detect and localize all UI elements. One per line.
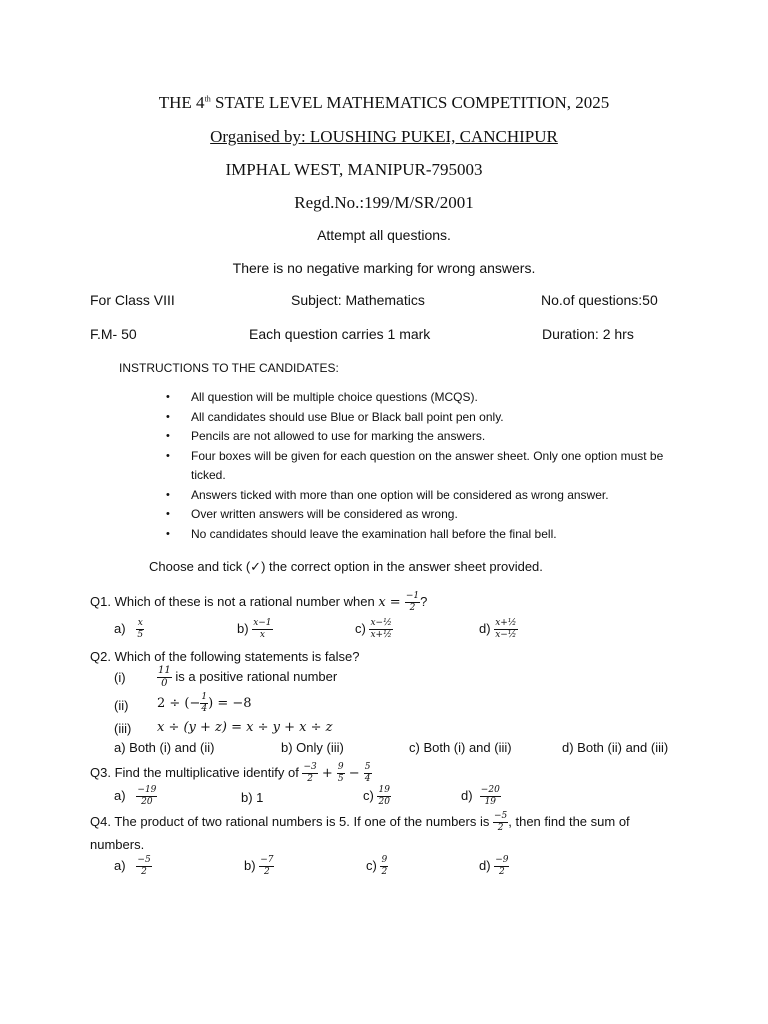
q1-question-mark: ? — [420, 593, 428, 609]
question-1 — [90, 592, 427, 613]
instruction-item: • No candidates should leave the examination hall before the final bell. — [166, 525, 686, 545]
title-suffix: STATE LEVEL MATHEMATICS COMPETITION, 2025 — [210, 93, 610, 112]
question-2: Q2. Which of the following statements is false? — [90, 649, 360, 664]
question-count: No.of questions:50 — [541, 292, 658, 308]
tick-mark-icon: ✓ — [250, 560, 262, 575]
q4-option-c: c) $\frac{9}{2}$ — [366, 855, 388, 877]
q2-option-b: b) Only (iii) — [281, 740, 344, 755]
q3-option-b: b) 1 — [241, 790, 264, 805]
q1-text: Q1. Which of these is not a rational number when — [90, 593, 379, 609]
subject-label: Subject: Mathematics — [291, 292, 425, 308]
instructions-heading: INSTRUCTIONS TO THE CANDIDATES: — [119, 361, 339, 375]
instruction-item: • All candidates should use Blue or Black ball point pen only. — [166, 408, 686, 428]
q2-option-a: a) Both (i) and (ii) — [114, 740, 215, 755]
q2-statement-ii: 2 ÷ (− $\frac{1}{4}$ ) = −8 — [157, 692, 252, 714]
q1-option-c: c) $\frac{\text{x−½}}{\text{x+½}}$ — [355, 618, 392, 640]
choose-text-end: ) the correct option in the answer sheet provided. — [261, 559, 543, 574]
duration: Duration: 2 hrs — [542, 326, 634, 342]
q4-option-a: a) $\frac{-5}{2}$ — [114, 855, 151, 877]
q2-statement-i: $\frac{11}{0}$ is a positive rational number — [158, 665, 338, 689]
q4-option-d: d) $\frac{-9}{2}$ — [479, 855, 509, 877]
q4-option-b: b) $\frac{-7}{2}$ — [244, 855, 274, 877]
title-prefix: THE 4 — [158, 93, 205, 112]
q2-option-d: d) Both (ii) and (iii) — [562, 740, 669, 755]
q2-statement-ii-label: (ii) — [114, 698, 129, 713]
q1-fraction: $\frac{-1}{2}$ — [405, 591, 420, 613]
organiser: Organised by: LOUSHING PUKEI, CANCHIPUR — [210, 127, 558, 146]
question-3: Q3. Find the multiplicative identify of $\frac{-3}{2}$ + $\frac{9}{5}$ − $\frac{5}{4}$ — [90, 762, 371, 784]
q1-option-a: a) $\frac{x}{5}$ — [114, 618, 144, 640]
negative-marking-note: There is no negative marking for wrong answers. — [232, 260, 536, 276]
question-4-continued: numbers. — [90, 837, 145, 852]
address: IMPHAL WEST, MANIPUR-795003 — [225, 160, 483, 179]
registration-number: Regd.No.:199/M/SR/2001 — [294, 193, 474, 212]
instruction-item: • Four boxes will be given for each question on the answer sheet. Only one option must be ticked. — [166, 447, 686, 486]
full-marks: F.M- 50 — [90, 326, 137, 342]
q1-equals: = — [385, 594, 405, 610]
q3-option-d: d) $\frac{-20}{19}$ — [461, 785, 500, 807]
instructions-list — [166, 388, 686, 544]
instruction-item: • Pencils are not allowed to use for marking the answers. — [166, 427, 686, 447]
q2-option-c: c) Both (i) and (iii) — [409, 740, 512, 755]
marks-per-question: Each question carries 1 mark — [249, 326, 431, 342]
title-superscript: th — [204, 94, 211, 104]
q2-statement-iii: x ÷ (y + z) = x ÷ y + x ÷ z — [157, 720, 333, 735]
q1-option-d: d) $\frac{\text{x+½}}{\text{x−½}}$ — [479, 618, 517, 640]
choose-text-start: Choose and tick ( — [149, 559, 251, 574]
choose-instruction — [149, 559, 543, 575]
page-title — [0, 93, 768, 113]
instruction-item: • Over written answers will be considered as wrong. — [166, 505, 686, 525]
instruction-item: • All question will be multiple choice questions (MCQS). — [166, 388, 686, 408]
q1-variable: x — [378, 594, 386, 610]
class-label: For Class VIII — [90, 292, 175, 308]
q1-option-b: b) $\frac{x-1}{x}$ — [237, 618, 272, 640]
instruction-item: • Answers ticked with more than one option will be considered as wrong answer. — [166, 486, 686, 506]
q3-option-c: c) $\frac{19}{20}$ — [363, 785, 390, 807]
question-4: Q4. The product of two rational numbers is 5. If one of the numbers is $\frac{-5}{2}$ , then find the sum of — [90, 811, 630, 833]
q3-option-a: a) $\frac{-19}{20}$ — [114, 785, 157, 807]
attempt-note: Attempt all questions. — [317, 227, 451, 243]
q2-statement-i-label: (i) — [114, 670, 126, 685]
q2-statement-iii-label: (iii) — [114, 721, 132, 736]
